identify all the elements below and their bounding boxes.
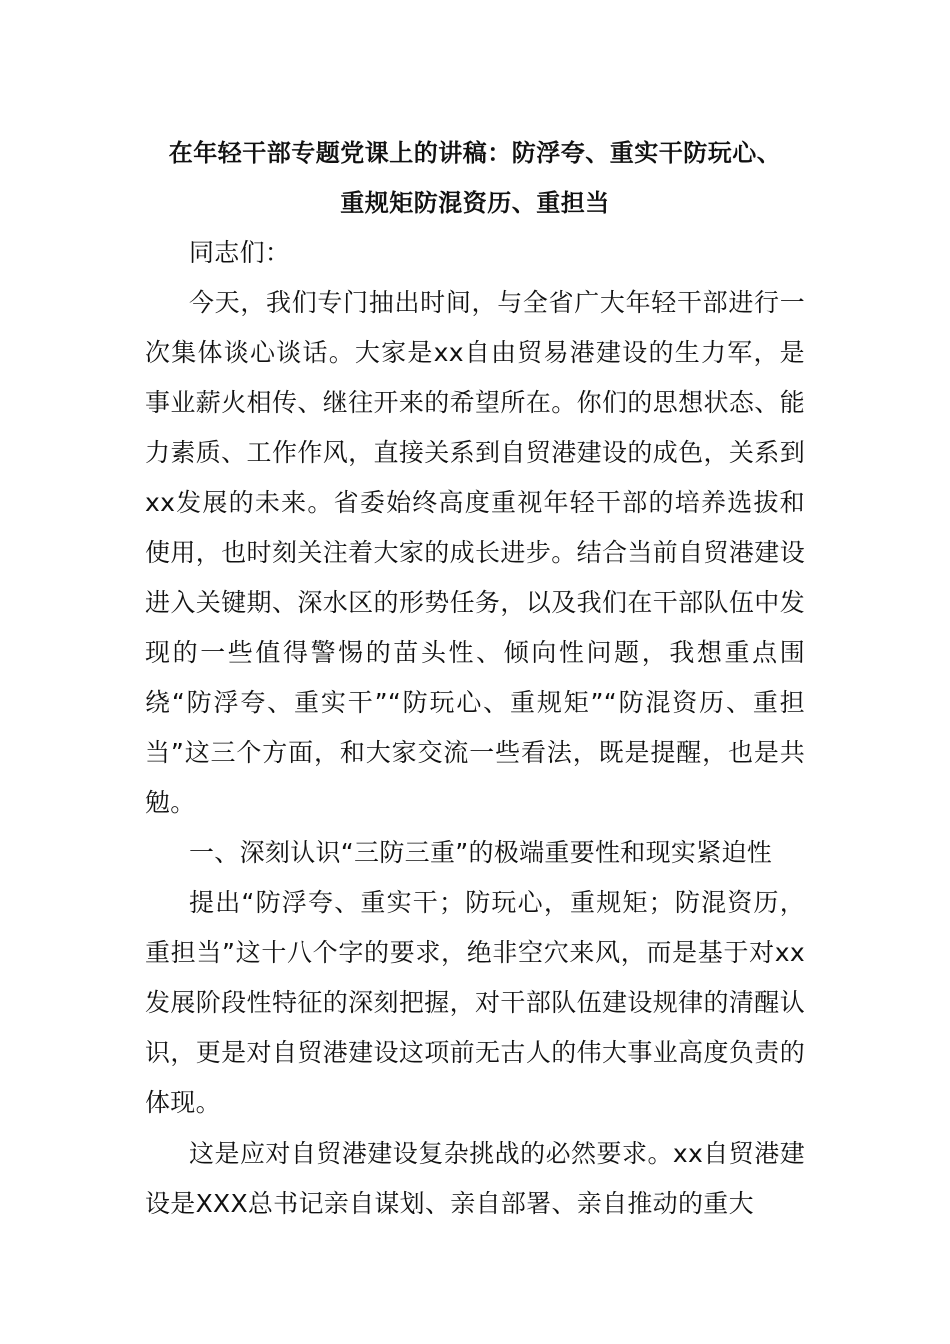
paragraph-intro: 今天，我们专门抽出时间，与全省广大年轻干部进行一次集体谈心谈话。大家是xx自由贸易港建设的生力军，是事业薪火相传、继往开来的希望所在。你们的思想状态、能力素质、工作作风，直接关系到自贸港建设的成色，关系到xx发展的未来。省委始终高度重视年轻干部的培养选拔和使用，也时刻关注着大家的成长进步。结合当前自贸港建设进入关键期、深水区的形势任务，以及我们在干部队伍中发现的一些值得警惕的苗头性、倾向性问题，我想重点围绕“防浮夸、重实干”“防玩心、重规矩”“防混资历、重担当”这三个方面，和大家交流一些看法，既是提醒，也是共勉。 <box>145 288 805 817</box>
paragraph-challenge: 这是应对自贸港建设复杂挑战的必然要求。xx自贸港建设是XXX总书记亲自谋划、亲自部署、亲自推动的重大 <box>145 1139 805 1218</box>
section-heading-1: 一、深刻认识“三防三重”的极端重要性和现实紧迫性 <box>189 838 773 867</box>
salutation: 同志们： <box>189 238 291 267</box>
document-page <box>145 128 805 1229</box>
paragraph-requirement: 提出“防浮夸、重实干；防玩心，重规矩；防混资历，重担当”这十八个字的要求，绝非空穴来风，而是基于对xx发展阶段性特征的深刻把握，对干部队伍建设规律的清醒认识，更是对自贸港建设这项前无古人的伟大事业高度负责的体现。 <box>145 888 805 1117</box>
document-title <box>145 128 805 228</box>
title-line-1: 在年轻干部专题党课上的讲稿：防浮夸、重实干防玩心、 <box>168 139 782 167</box>
title-line-2: 重规矩防混资历、重担当 <box>340 189 610 217</box>
